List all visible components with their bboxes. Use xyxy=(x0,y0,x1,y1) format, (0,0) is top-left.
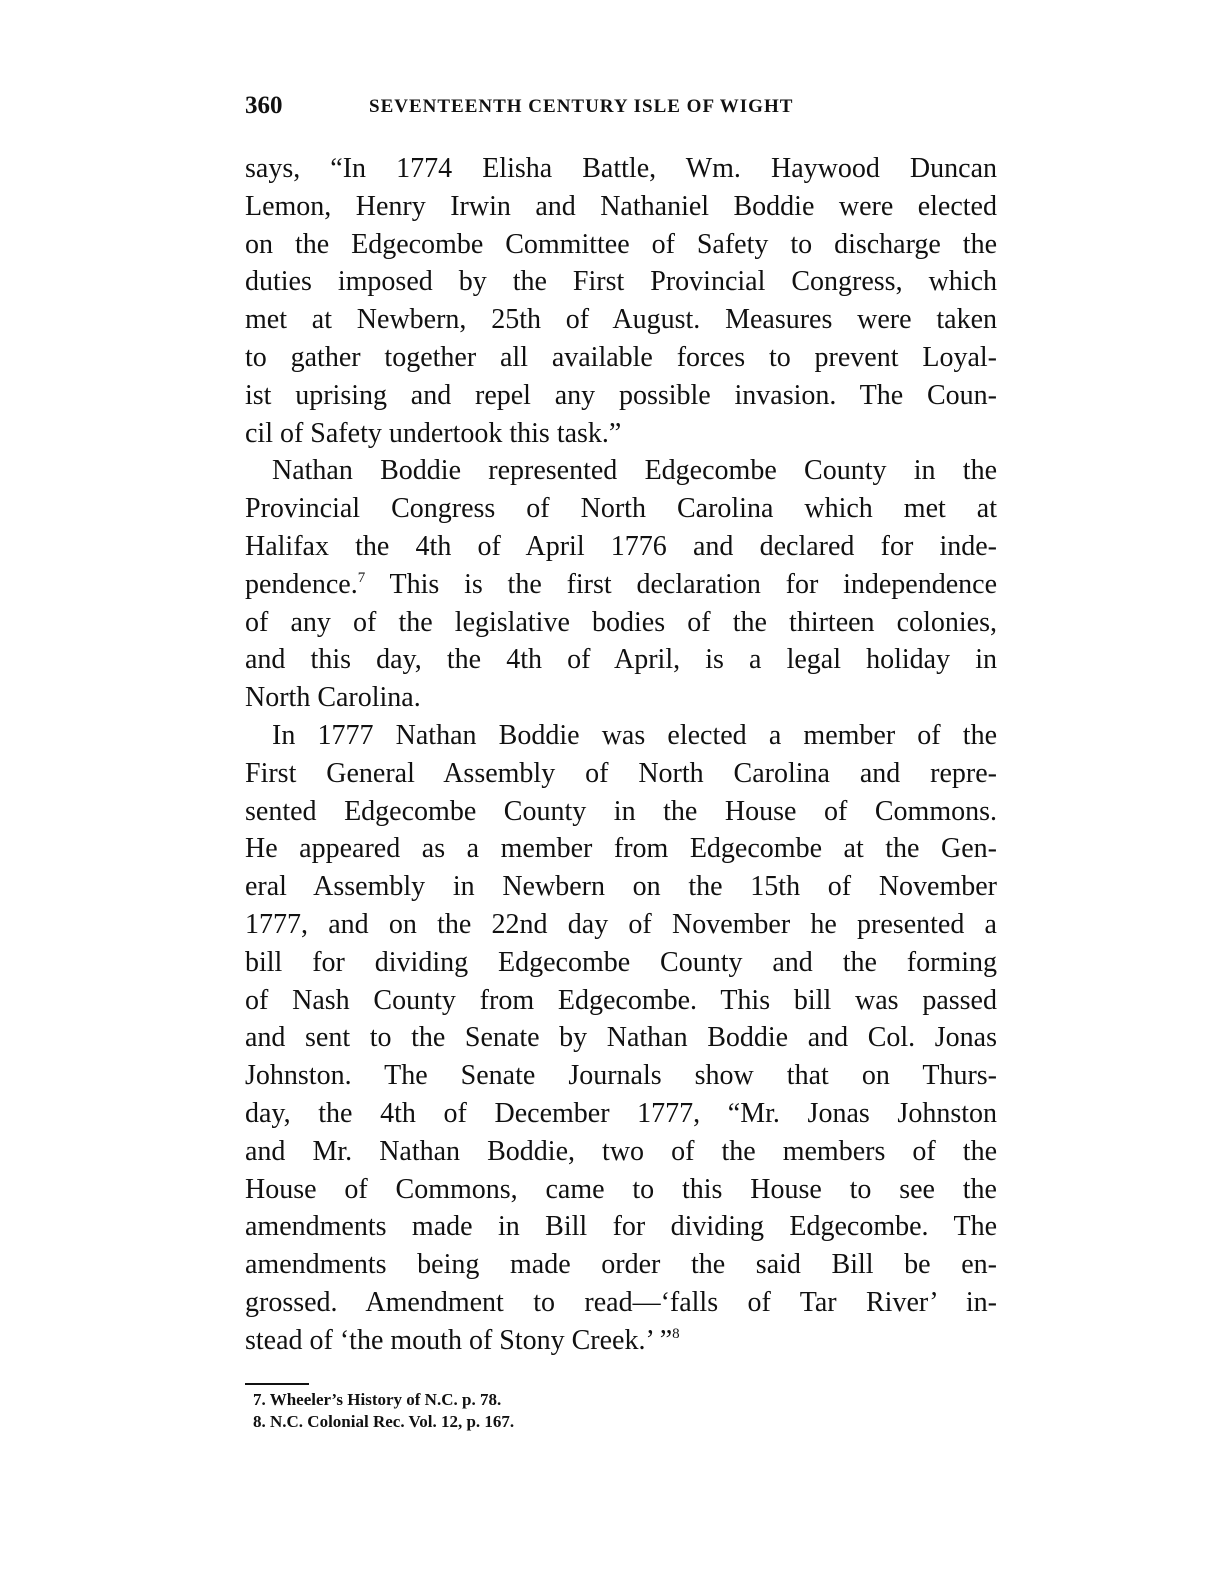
footnote-divider xyxy=(245,1383,309,1385)
text-line: Lemon, Henry Irwin and Nathaniel Boddie were elected xyxy=(245,190,997,222)
text-line: He appeared as a member from Edgecombe at the Gen- xyxy=(245,833,997,865)
text-segment: stead of ‘the mouth of Stony Creek.’ ” xyxy=(245,1324,673,1356)
paragraph-2 xyxy=(245,452,997,717)
footnote-mark-7: 7 xyxy=(357,569,366,586)
text-line: House of Commons, came to this House to see the xyxy=(245,1173,997,1205)
text-line: of any of the legislative bodies of the thirteen colonies, xyxy=(245,606,997,638)
text-line: amendments made in Bill for dividing Edgecombe. The xyxy=(245,1211,997,1243)
page-number: 360 xyxy=(245,92,283,119)
text-line: met at Newbern, 25th of August. Measures were taken xyxy=(245,304,997,336)
text-line: In 1777 Nathan Boddie was elected a member of the xyxy=(272,719,997,751)
text-line: Nathan Boddie represented Edgecombe County in the xyxy=(272,455,997,487)
text-segment: pendence. xyxy=(245,568,358,600)
text-line: duties imposed by the First Provincial Congress, which xyxy=(245,266,997,298)
paragraph-1 xyxy=(245,150,997,452)
text-line: says, “In 1774 Elisha Battle, Wm. Haywood Duncan xyxy=(245,153,997,184)
text-segment: This is the first declaration for independence xyxy=(365,568,997,600)
text-line: bill for dividing Edgecombe County and the forming xyxy=(245,946,997,978)
text-line: and this day, the 4th of April, is a legal holiday in xyxy=(245,644,997,676)
footnote-7: 7. Wheeler’s History of N.C. p. 78. xyxy=(253,1390,502,1409)
text-line: day, the 4th of December 1777, “Mr. Jonas Johnston xyxy=(245,1097,997,1129)
text-line: Johnston. The Senate Journals show that on Thurs- xyxy=(245,1060,997,1092)
text-line: North Carolina. xyxy=(245,682,421,714)
footnote-8: 8. N.C. Colonial Rec. Vol. 12, p. 167. xyxy=(253,1412,515,1431)
running-head: SEVENTEENTH CENTURY ISLE OF WIGHT xyxy=(369,96,794,117)
footnotes xyxy=(253,1389,514,1433)
text-line: to gather together all available forces to prevent Loyal- xyxy=(245,341,997,373)
page-header xyxy=(245,92,1005,122)
text-line: First General Assembly of North Carolina and repre- xyxy=(245,757,997,789)
text-line: and sent to the Senate by Nathan Boddie and Col. Jonas xyxy=(245,1022,997,1054)
text-line: and Mr. Nathan Boddie, two of the members of the xyxy=(245,1135,997,1167)
text-line: ist uprising and repel any possible invasion. The Coun- xyxy=(245,379,997,411)
text-line: grossed. Amendment to read—‘falls of Tar River’ in- xyxy=(245,1286,997,1318)
footnote-mark-8: 8 xyxy=(672,1325,680,1342)
text-line: Provincial Congress of North Carolina which met at xyxy=(245,493,997,525)
text-line: 1777, and on the 22nd day of November he presented a xyxy=(245,908,997,940)
text-line: amendments being made order the said Bill be en- xyxy=(245,1249,997,1281)
body-text xyxy=(245,150,997,1360)
text-line: sented Edgecombe County in the House of Commons. xyxy=(245,795,997,827)
text-line-with-footnote xyxy=(245,1322,997,1360)
text-line: Halifax the 4th of April 1776 and declared for inde- xyxy=(245,530,997,562)
text-line-with-footnote xyxy=(245,566,997,604)
text-line: cil of Safety undertook this task.” xyxy=(245,417,622,449)
text-line: of Nash County from Edgecombe. This bill was passed xyxy=(245,984,997,1016)
text-line: eral Assembly in Newbern on the 15th of November xyxy=(245,871,997,903)
paragraph-3 xyxy=(245,717,997,1360)
text-line: on the Edgecombe Committee of Safety to discharge the xyxy=(245,228,997,260)
